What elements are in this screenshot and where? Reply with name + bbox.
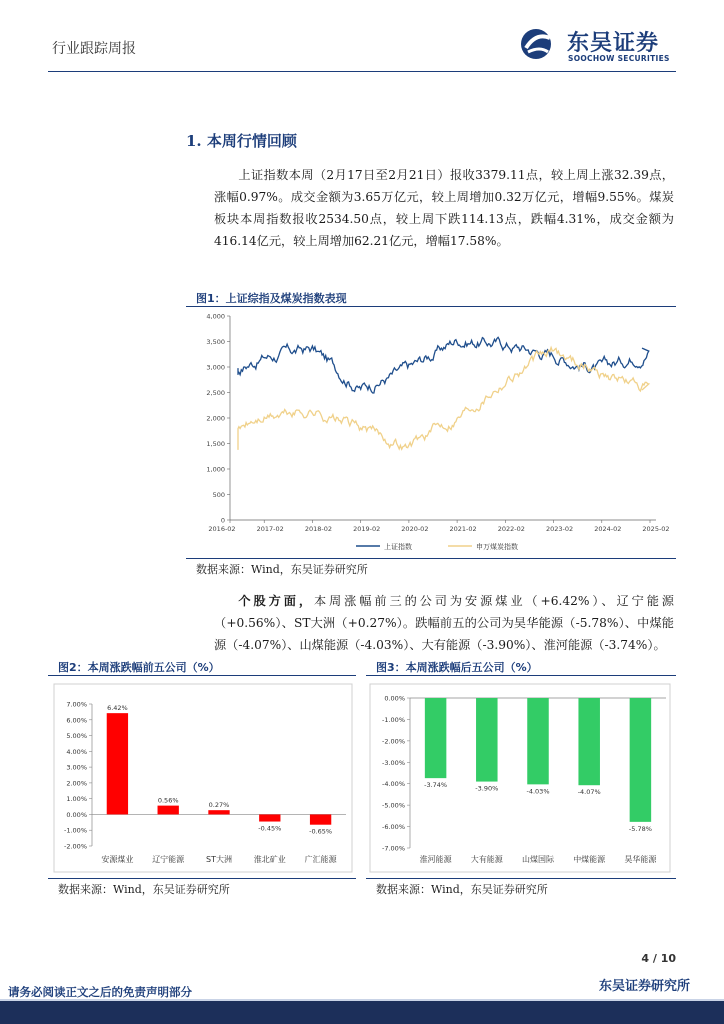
footer-institute: 东吴证券研究所 xyxy=(598,979,690,994)
y-tick-label: -6.00% xyxy=(382,823,405,832)
soochow-logo-icon xyxy=(520,28,560,60)
stock-paragraph xyxy=(214,590,674,656)
bar xyxy=(425,698,447,778)
y-tick-label: 0.00% xyxy=(384,694,405,703)
figure3-title: 图3：本周涨跌幅后五公司（%） xyxy=(376,661,538,674)
bar xyxy=(208,810,229,814)
y-tick-label: 0 xyxy=(220,516,225,525)
section-title: 1. 本周行情回顾 xyxy=(186,132,297,150)
stock-paragraph-text: 本周涨幅前三的公司为安源煤业（+6.42%）、辽宁能源（+0.56%）、ST大洲（+0.27%）。跌幅前五的公司为昊华能源（-5.78%）、中煤能源（-4.07%）、山煤能源（-4.03%）、大有能源（-3.90%）、淮河能源（-3.74%）。 xyxy=(214,594,674,652)
bar-value-label: 6.42% xyxy=(107,704,128,713)
bar-value-label: 0.56% xyxy=(157,796,179,805)
bar xyxy=(107,713,128,814)
x-tick-label: 2017-02 xyxy=(256,525,284,533)
y-tick-label: 1,000 xyxy=(206,465,225,474)
x-tick-label: 2016-02 xyxy=(208,525,236,533)
category-label: 辽宁能源 xyxy=(152,855,185,864)
y-tick-label: 3,500 xyxy=(206,338,225,346)
bar-value-label: -4.03% xyxy=(526,787,550,796)
y-tick-label: 5.00% xyxy=(66,732,87,741)
figure1-title: 图1：上证综指及煤炭指数表现 xyxy=(196,292,347,305)
figure1-source: 数据来源：Wind，东吴证券研究所 xyxy=(196,563,368,576)
category-label: 山煤国际 xyxy=(522,855,554,864)
figure3-source: 数据来源：Wind，东吴证券研究所 xyxy=(376,883,548,896)
y-tick-label: -1.00% xyxy=(382,715,405,724)
bar xyxy=(527,698,549,784)
legend-sse-label: 上证指数 xyxy=(384,543,412,551)
bar xyxy=(158,806,179,815)
y-tick-label: 4,000 xyxy=(206,312,225,321)
y-tick-label: 1.00% xyxy=(66,795,87,804)
logo-text-cn: 东吴证券 xyxy=(567,31,660,56)
bar xyxy=(578,698,600,785)
y-tick-label: -4.00% xyxy=(382,780,405,789)
y-tick-label: -2.00% xyxy=(382,737,405,746)
x-tick-label: 2018-02 xyxy=(304,525,333,533)
logo-text-en: SOOCHOW SECURITIES xyxy=(568,54,670,63)
y-tick-label: -5.00% xyxy=(382,801,405,810)
x-tick-label: 2022-02 xyxy=(497,525,525,533)
market-review-paragraph xyxy=(214,164,674,252)
stock-paragraph-lead: 个股方面， xyxy=(238,594,314,608)
footer-disclaimer: 请务必阅读正文之后的免责声明部分 xyxy=(8,985,192,999)
top-gainers-bar-chart xyxy=(48,680,356,876)
bar-value-label: 0.27% xyxy=(208,801,230,810)
page-number: 4 / 10 xyxy=(641,952,676,965)
figure2-title: 图2：本周涨跌幅前五公司（%） xyxy=(58,661,220,674)
header-rule xyxy=(48,71,676,72)
coal-index-line xyxy=(238,348,649,450)
figure2-source: 数据来源：Wind，东吴证券研究所 xyxy=(58,883,230,896)
index-line-chart xyxy=(186,308,676,556)
bar-value-label: -0.45% xyxy=(258,824,282,833)
bar xyxy=(259,814,280,821)
bar-value-label: -0.65% xyxy=(309,827,333,836)
y-tick-label: 2,000 xyxy=(206,414,225,423)
x-tick-label: 2019-02 xyxy=(353,525,381,533)
bar-value-label: -3.74% xyxy=(424,781,448,790)
bar xyxy=(310,814,331,824)
bar xyxy=(630,698,652,822)
market-review-text: 上证指数本周（2月17日至2月21日）报收3379.11点，较上周上涨32.39点，涨幅0.97%。成交金额为3.65万亿元，较上周增加0.32万亿元，增幅9.55%。煤炭板块本周指数报收2534.50点，较上周下跌114.13点，跌幅4.31%，成交金额为416.14亿元，较上周增加62.21亿元，增幅17.58%。 xyxy=(214,168,674,248)
y-tick-label: 2.00% xyxy=(66,779,87,788)
x-tick-label: 2023-02 xyxy=(545,525,574,533)
figure1-top-rule xyxy=(186,306,676,307)
category-label: 大有能源 xyxy=(470,855,503,864)
figure1-bottom-rule xyxy=(186,558,676,559)
footer-bar xyxy=(0,1001,724,1024)
y-tick-label: -2.00% xyxy=(64,842,87,851)
figure3-bottom-rule xyxy=(366,878,676,879)
y-tick-label: -3.00% xyxy=(382,758,405,767)
category-label: 安源煤业 xyxy=(101,855,134,864)
legend-coal-label: 申万煤炭指数 xyxy=(476,543,518,551)
y-tick-label: 1,500 xyxy=(206,440,225,448)
bar-value-label: -4.07% xyxy=(577,788,601,797)
bar-value-label: -5.78% xyxy=(628,824,652,833)
category-label: 淮北矿业 xyxy=(253,855,286,864)
figure2-bottom-rule xyxy=(48,878,356,879)
y-tick-label: 3.00% xyxy=(66,763,87,772)
y-tick-label: -1.00% xyxy=(64,826,87,835)
x-tick-label: 2020-02 xyxy=(401,525,429,533)
y-tick-label: 4.00% xyxy=(66,747,87,756)
sse-index-line xyxy=(238,337,649,393)
top-losers-bar-chart xyxy=(366,680,676,876)
category-label: 中煤能源 xyxy=(573,855,606,864)
figure2-top-rule xyxy=(48,675,356,676)
y-tick-label: 0.00% xyxy=(66,810,87,819)
category-label: 广汇能源 xyxy=(304,855,337,864)
bar-value-label: -3.90% xyxy=(475,784,499,793)
category-label: ST大洲 xyxy=(206,855,232,864)
y-tick-label: 7.00% xyxy=(66,700,87,709)
bar xyxy=(476,698,498,782)
y-tick-label: 3,000 xyxy=(206,363,225,372)
x-tick-label: 2024-02 xyxy=(594,525,622,533)
report-type: 行业跟踪周报 xyxy=(52,41,136,57)
y-tick-label: 2,500 xyxy=(206,389,225,397)
y-tick-label: 500 xyxy=(212,491,225,499)
y-tick-label: -7.00% xyxy=(382,844,405,853)
figure3-top-rule xyxy=(366,675,676,676)
x-tick-label: 2021-02 xyxy=(449,525,477,533)
category-label: 淮河能源 xyxy=(419,855,452,864)
y-tick-label: 6.00% xyxy=(66,716,87,725)
x-tick-label: 2025-02 xyxy=(642,525,670,533)
category-label: 昊华能源 xyxy=(624,855,657,864)
